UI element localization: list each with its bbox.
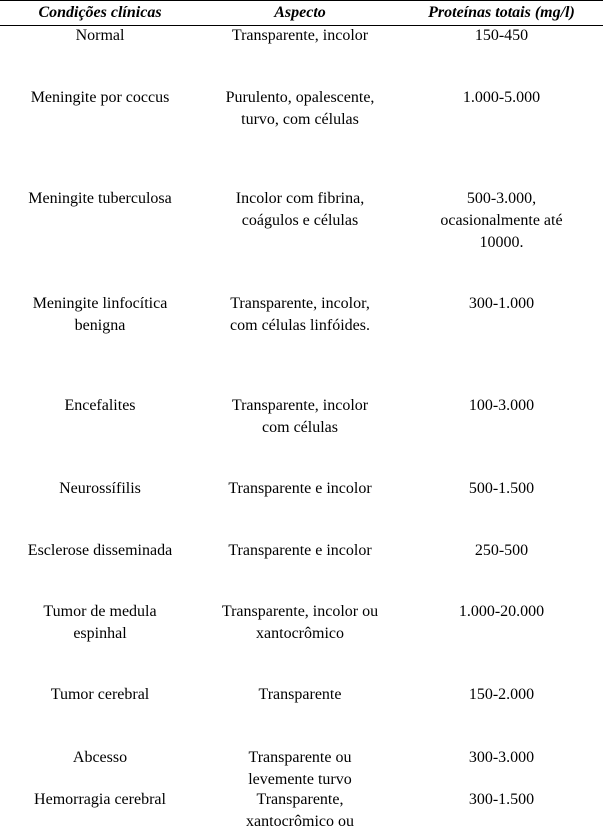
cell-protein: 300-3.000: [468, 749, 535, 766]
cell-aspect: Transparente e incolor: [228, 542, 372, 559]
cell-aspect: Transparente, incolor ou xantocrômico: [221, 603, 379, 642]
cell-condition: Meningite por coccus: [30, 89, 170, 106]
header-conditions: Condições clínicas: [38, 4, 162, 21]
cell-protein: 100-3.000: [468, 397, 535, 414]
cell-aspect: Purulento, opalescente, turvo, com células: [225, 89, 375, 128]
cell-condition: Neurossífilis: [59, 480, 141, 497]
cell-condition: Abcesso: [72, 749, 128, 766]
cell-aspect: Transparente: [258, 686, 342, 703]
cell-aspect: Transparente, incolor: [231, 27, 369, 44]
header-protein: Proteínas totais (mg/l): [428, 4, 575, 21]
cell-aspect: Transparente e incolor: [228, 480, 372, 497]
cell-protein: 150-2.000: [468, 686, 535, 703]
table-top-rule: [0, 0, 603, 1]
cell-protein: 1.000-20.000: [458, 603, 545, 620]
cell-protein: 500-1.500: [468, 480, 535, 497]
cell-aspect: Incolor com fibrina, coágulos e células: [235, 190, 365, 229]
cell-condition: Tumor cerebral: [50, 686, 150, 703]
header-aspect: Aspecto: [274, 4, 326, 21]
cell-condition: Meningite tuberculosa: [28, 190, 172, 207]
cell-protein: 150-450: [474, 27, 529, 44]
cell-protein: 300-1.500: [468, 791, 535, 808]
cell-protein: 1.000-5.000: [462, 89, 541, 106]
cell-aspect: Transparente ou levemente turvo: [248, 749, 352, 788]
cell-protein: 500-3.000, ocasionalmente até 10000.: [440, 190, 563, 251]
cell-aspect: Transparente, xantocrômico ou: [246, 791, 354, 830]
cell-condition: Encefalites: [64, 397, 136, 414]
cell-aspect: Transparente, incolor com células: [231, 397, 369, 436]
cell-protein: 250-500: [474, 542, 529, 559]
cell-protein: 300-1.000: [468, 295, 535, 312]
cell-condition: Hemorragia cerebral: [34, 791, 166, 808]
cell-condition: Tumor de medula espinhal: [43, 603, 157, 642]
cell-aspect: Transparente, incolor, com células linfóides.: [230, 295, 370, 334]
cell-condition: Meningite linfocítica benigna: [32, 295, 168, 334]
cell-condition: Normal: [75, 27, 125, 44]
cell-condition: Esclerose disseminada: [27, 542, 173, 559]
